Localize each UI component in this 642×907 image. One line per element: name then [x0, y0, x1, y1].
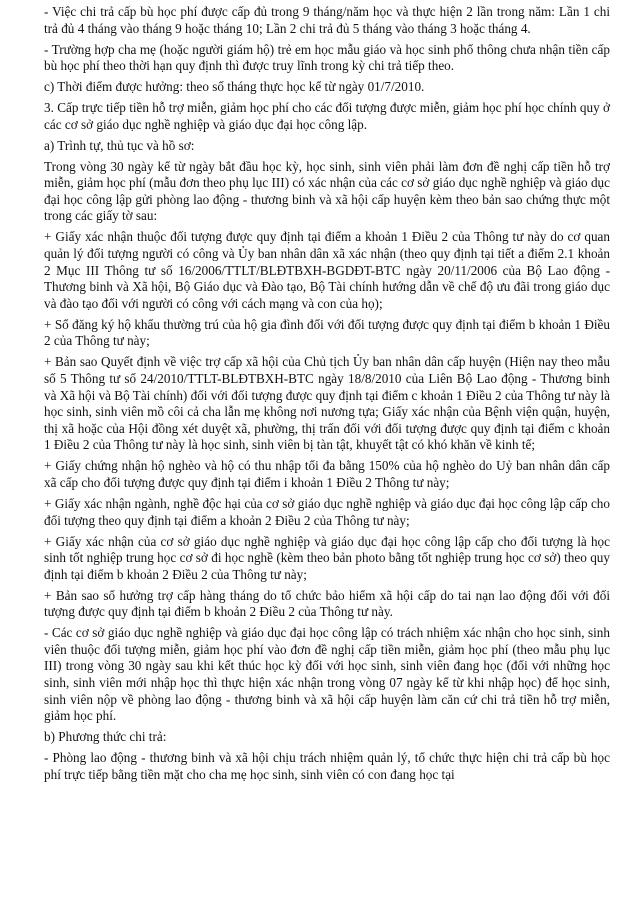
paragraph-institution-confirmation: - Các cơ sở giáo dục nghề nghiệp và giáo dục đại học công lập có trách nhiệm xác nhận cho học sinh, sinh viên thuộc đối tượng miễn, giảm học phí vào đơn đề nghị cấp tiền miễn, giảm học phí (theo mẫu phụ lục III) trong vòng 30 ngày sau khi kết thúc học kỳ đối với học sinh, sinh viên đang học (đối với những học sinh, sinh viên mới nhập học thì thực hiện xác nhận trong vòng 07 ngày kể từ khi nhập học) để học sinh, sinh viên nộp về phòng lao động - thương binh và xã hội cấp huyện làm căn cứ chi trả tiền hỗ trợ miễn, giảm học phí.: [44, 625, 610, 724]
paragraph-retroactive-claim: - Trường hợp cha mẹ (hoặc người giám hộ) trẻ em học mẫu giáo và học sinh phổ thông chưa nhận tiền cấp bù học phí theo thời hạn quy định thì được truy lĩnh trong kỳ chi trả tiếp theo.: [44, 41, 610, 74]
paragraph-effective-date: c) Thời điểm được hưởng: theo số tháng thực học kể từ ngày 01/7/2010.: [44, 79, 425, 95]
paragraph-hazardous-occupation: + Giấy xác nhận ngành, nghề độc hại của cơ sở giáo dục nghề nghiệp và giáo dục đại học công lập cấp cho đối tượng theo quy định tại điểm a khoản 2 Điều 2 của Thông tư này;: [44, 495, 610, 528]
paragraph-poor-household-certificate: + Giấy chứng nhận hộ nghèo và hộ có thu nhập tối đa bằng 150% của hộ nghèo do Uỷ ban nhân dân cấp xã cấp cho đối tượng được quy định tại điểm i khoản 1 Điều 2 Thông tư này;: [44, 458, 610, 490]
paragraph-section-3-heading: 3. Cấp trực tiếp tiền hỗ trợ miễn, giảm học phí cho các đối tượng được miễn, giảm học phí học chính quy ở các cơ sở giáo dục nghề nghiệp và giáo dục đại học công lập.: [44, 100, 610, 132]
paragraph-application-deadline: Trong vòng 30 ngày kể từ ngày bắt đầu học kỳ, học sinh, sinh viên phải làm đơn đề nghị cấp tiền hỗ trợ miễn, giảm học phí (mẫu đơn theo phụ lục III) có xác nhận của các cơ sở giáo dục nghề nghiệp và giáo dục đại học công lập gửi phòng lao động - thương binh và xã hội cấp huyện kèm theo bản sao chứng thực một trong các giấy tờ sau:: [44, 158, 610, 224]
paragraph-labor-accident-allowance: + Bản sao sổ hưởng trợ cấp hàng tháng do tổ chức bảo hiểm xã hội cấp do tai nạn lao động đối với đối tượng được quy định tại điểm b khoản 2 Điều 2 của Thông tư này.: [44, 587, 610, 620]
paragraph-procedure-heading: a) Trình tự, thủ tục và hồ sơ:: [44, 137, 195, 153]
paragraph-household-registration: + Sổ đăng ký hộ khẩu thường trú của hộ gia đình đối với đối tượng được quy định tại điểm b khoản 1 Điều 2 của Thông tư này;: [44, 316, 610, 349]
paragraph-payment-method-heading: b) Phương thức chi trả:: [44, 729, 167, 745]
paragraph-social-allowance-decision: + Bản sao Quyết định về việc trợ cấp xã hội của Chủ tịch Ủy ban nhân dân cấp huyện (Hiện nay theo mẫu số 5 Thông tư số 24/2010/TTLT-BLĐTBXH-BTC ngày 18/8/2010 của Liên Bộ Lao động - Thương binh và Xã hội và Bộ Tài chính) đối với đối tượng được quy định tại điểm c khoản 1 Điều 2 của Thông tư này là học sinh, sinh viên mồ côi cả cha lẫn mẹ không nơi nương tựa; Giấy xác nhận của Bệnh viện quận, huyện, thị xã hoặc của Hội đồng xét duyệt xã, phường, thị trấn đối với đối tượng được quy định tại điểm c khoản 1 Điều 2 của Thông tư này là học sinh, sinh viên bị tàn tật, khuyết tật có khó khăn về kinh tế;: [44, 354, 610, 453]
paragraph-vocational-graduate: + Giấy xác nhận của cơ sở giáo dục nghề nghiệp và giáo dục đại học công lập cấp cho đối tượng là học sinh tốt nghiệp trung học cơ sở đi học nghề (kèm theo bản photo bằng tốt nghiệp trung học cơ sở) theo quy định tại điểm b khoản 2 Điều 2 của Thông tư này;: [44, 533, 610, 582]
paragraph-meritorious-certificate: + Giấy xác nhận thuộc đối tượng được quy định tại điểm a khoản 1 Điều 2 của Thông tư này do cơ quan quản lý đối tượng người có công và Ủy ban nhân dân xã xác nhận (theo quy định tại tiết a điểm 2.1 khoản 2 Mục III Thông tư số 16/2006/TTLT/BLĐTBXH-BGDĐT-BTC ngày 20/11/2006 của Bộ Lao động - Thương binh và Xã hội, Bộ Giáo dục và Đào tạo, Bộ Tài chính hướng dẫn về chế độ ưu đãi trong giáo dục và đào tạo đối với người có công với cách mạng và con của họ);: [44, 229, 610, 311]
paragraph-tuition-payment-schedule: - Việc chi trả cấp bù học phí được cấp đủ trong 9 tháng/năm học và thực hiện 2 lần trong năm: Lần 1 chi trả đủ 4 tháng vào tháng 9 hoặc tháng 10; Lần 2 chi trả đủ 5 tháng vào tháng 3 hoặc tháng 4.: [44, 4, 610, 36]
document-page: [44, 4, 610, 788]
paragraph-labor-department-responsibility: - Phòng lao động - thương binh và xã hội chịu trách nhiệm quản lý, tổ chức thực hiện chi trả cấp bù học phí trực tiếp bằng tiền mặt cho cha mẹ học sinh, sinh viên có con đang học tại: [44, 750, 610, 782]
